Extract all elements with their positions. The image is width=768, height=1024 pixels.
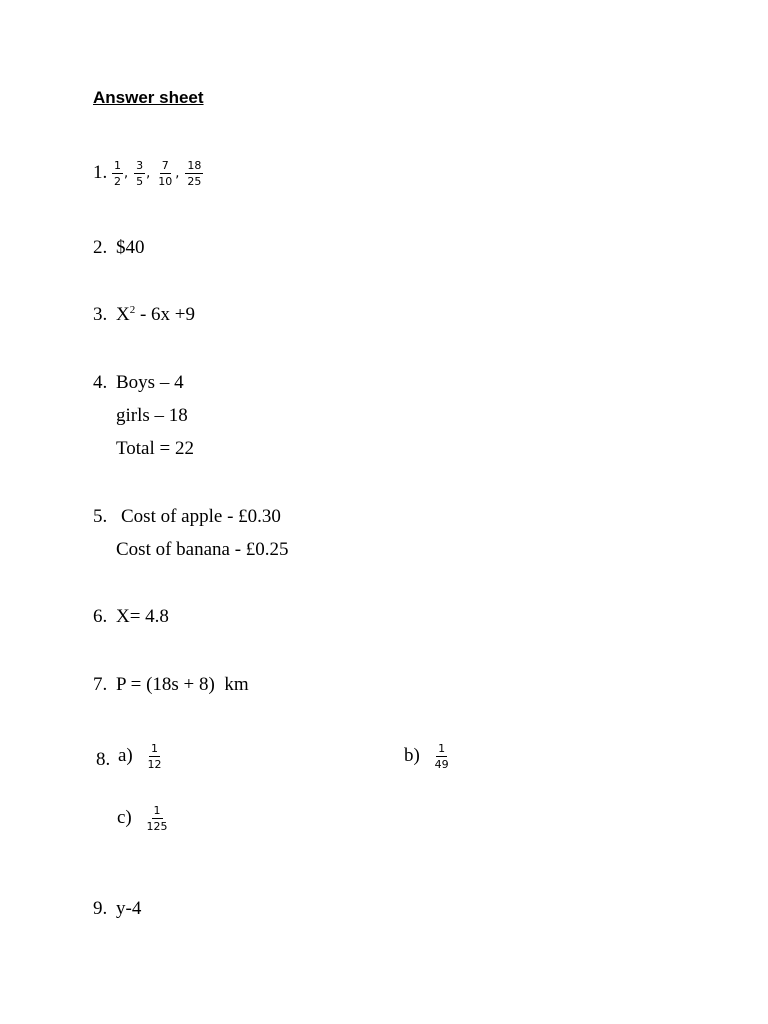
answer-line: Total = 22 xyxy=(116,438,194,459)
answer-number: 2. xyxy=(93,237,108,258)
denominator: 2 xyxy=(114,175,121,188)
denominator: 49 xyxy=(434,758,449,771)
answer-number: 6. xyxy=(93,606,108,627)
fraction-3 xyxy=(156,160,174,187)
fraction-1 xyxy=(112,160,123,187)
numerator: 7 xyxy=(161,159,169,172)
numerator: 1 xyxy=(114,159,121,172)
fraction xyxy=(146,743,164,770)
fraction-4 xyxy=(185,160,203,187)
denominator: 125 xyxy=(146,820,168,833)
answer-number: 7. xyxy=(93,674,108,695)
answer-number: 4. xyxy=(93,372,108,393)
denominator: 10 xyxy=(158,175,173,188)
answer-text: $40 xyxy=(116,237,145,258)
answer-line: Cost of banana - £0.25 xyxy=(116,539,289,560)
answer-text: P = (18s + 8) km xyxy=(116,674,249,695)
separator: , xyxy=(124,166,129,181)
denominator: 5 xyxy=(136,175,144,188)
denominator: 25 xyxy=(187,175,202,188)
numerator: 1 xyxy=(151,742,159,755)
denominator: 12 xyxy=(147,758,162,771)
answer-number: 1. xyxy=(93,161,108,183)
expression-rest: - 6x +9 xyxy=(135,304,196,325)
separator: , xyxy=(146,166,151,181)
answer-number: 5. xyxy=(93,506,108,527)
part-label: a) xyxy=(118,744,133,766)
answer-text: X= 4.8 xyxy=(116,606,169,627)
expression-base: X xyxy=(116,304,130,325)
numerator: 18 xyxy=(187,159,202,172)
numerator: 1 xyxy=(438,742,446,755)
answer-text: y-4 xyxy=(116,898,142,919)
part-label: b) xyxy=(404,744,420,766)
answer-number: 8. xyxy=(96,749,111,770)
answer-8c xyxy=(117,805,170,832)
fraction xyxy=(433,743,451,770)
part-label: c) xyxy=(117,806,132,828)
answer-number: 9. xyxy=(93,898,108,919)
answer-number: 3. xyxy=(93,304,108,325)
answer-line: Cost of apple - £0.30 xyxy=(121,506,281,527)
numerator: 1 xyxy=(153,804,161,817)
separator: , xyxy=(175,166,180,181)
answer-8b xyxy=(404,743,451,770)
fraction xyxy=(145,805,170,832)
page-title: Answer sheet xyxy=(93,88,204,107)
numerator: 3 xyxy=(136,159,144,172)
answer-expression xyxy=(116,304,195,326)
answer-1 xyxy=(93,160,203,187)
answer-line: Boys – 4 xyxy=(116,372,184,393)
answer-8a xyxy=(118,743,164,770)
answer-line: girls – 18 xyxy=(116,405,188,426)
fraction-2 xyxy=(134,160,145,187)
expression-exponent: 2 xyxy=(129,304,136,316)
